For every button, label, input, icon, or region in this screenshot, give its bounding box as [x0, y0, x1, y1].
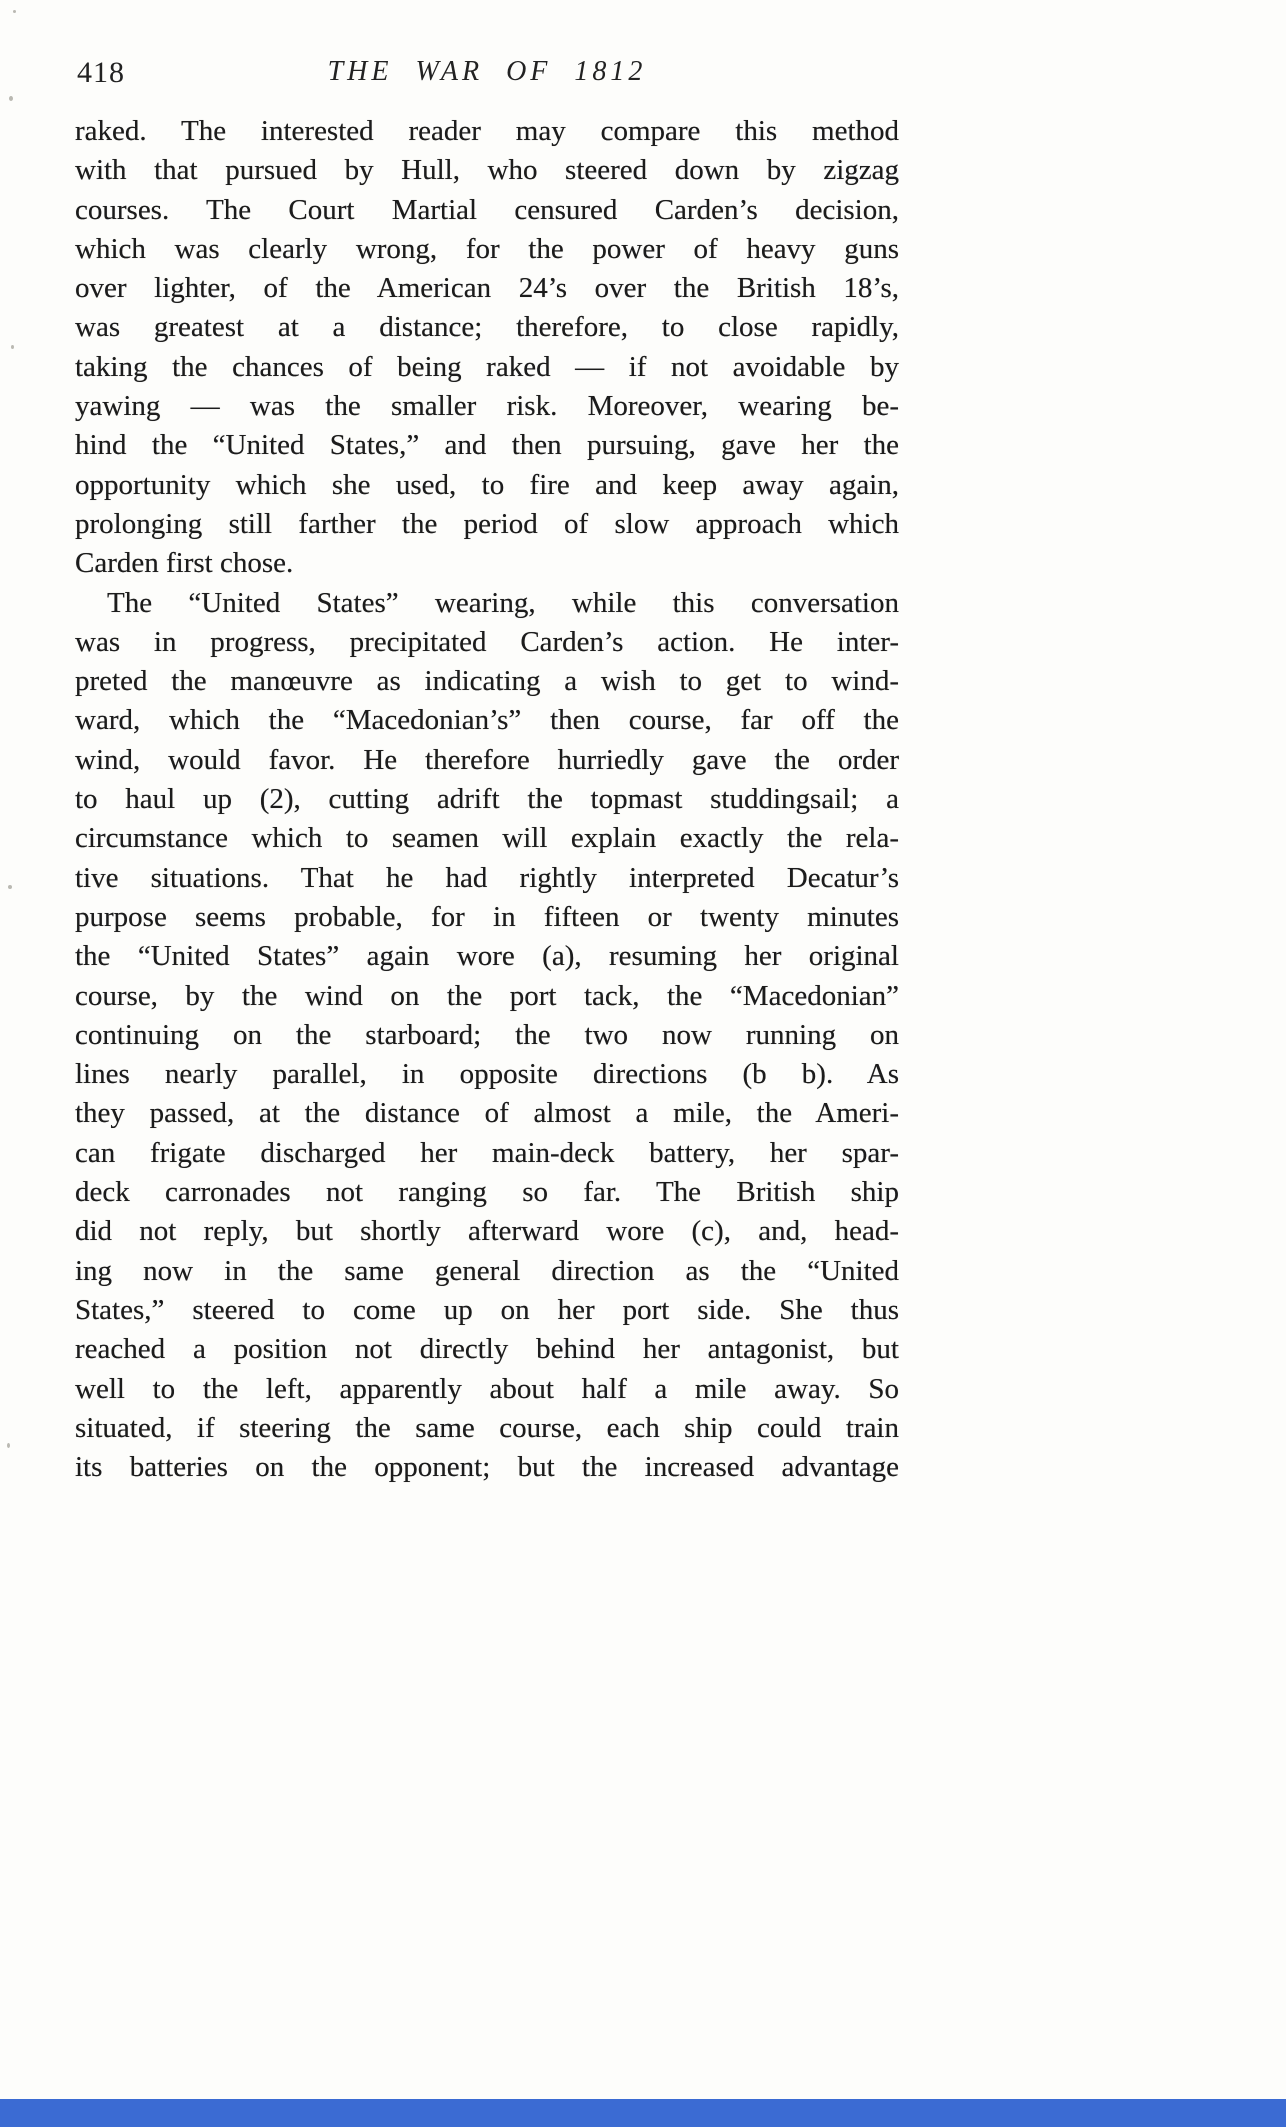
text-line: deck carronades not ranging so far. The British ship — [75, 1176, 899, 1209]
text-line: to haul up (2), cutting adrift the topmast studdingsail; a — [75, 783, 899, 816]
text-line: lines nearly parallel, in opposite directions (b b). As — [75, 1058, 899, 1091]
text-line: courses. The Court Martial censured Carden’s decision, — [75, 193, 899, 226]
text-line: preted the manœuvre as indicating a wish to get to wind- — [75, 665, 899, 698]
text-line: with that pursued by Hull, who steered down by zigzag — [75, 154, 899, 187]
text-line: over lighter, of the American 24’s over the British 18’s, — [75, 272, 899, 305]
paragraph — [75, 584, 899, 1488]
text-line: ward, which the “Macedonian’s” then course, far off the — [75, 704, 899, 737]
scan-speck — [11, 345, 14, 349]
text-line: reached a position not directly behind her antagonist, but — [75, 1333, 899, 1366]
scan-speck — [8, 885, 12, 889]
paragraph — [75, 112, 899, 584]
text-line: raked. The interested reader may compare this method — [75, 115, 899, 147]
text-line: tive situations. That he had rightly interpreted Decatur’s — [75, 861, 899, 894]
text-line: taking the chances of being raked — if not avoidable by — [75, 350, 899, 383]
text-line: prolonging still farther the period of slow approach which — [75, 507, 899, 540]
text-line: yawing — was the smaller risk. Moreover, wearing be- — [75, 390, 899, 423]
text-line: which was clearly wrong, for the power of heavy guns — [75, 232, 899, 265]
text-line: they passed, at the distance of almost a mile, the Ameri- — [75, 1097, 899, 1130]
scan-speck — [9, 96, 13, 101]
text-line: was in progress, precipitated Carden’s action. He inter- — [75, 625, 899, 658]
text-line: did not reply, but shortly afterward wore (c), and, head- — [75, 1215, 899, 1248]
text-line: situated, if steering the same course, each ship could train — [75, 1411, 899, 1444]
text-line: was greatest at a distance; therefore, to close rapidly, — [75, 311, 899, 344]
text-line: opportunity which she used, to fire and keep away again, — [75, 468, 899, 501]
text-line: well to the left, apparently about half a mile away. So — [75, 1372, 899, 1405]
text-line: course, by the wind on the port tack, the “Macedonian” — [75, 979, 899, 1012]
text-line: ing now in the same general direction as the “United — [75, 1254, 899, 1287]
running-title: THE WAR OF 1812 — [327, 56, 647, 87]
text-line: circumstance which to seamen will explain exactly the rela- — [75, 822, 899, 855]
text-block — [75, 112, 899, 1487]
footer-strip — [0, 2099, 1286, 2127]
page-header — [75, 52, 899, 94]
scan-speck — [13, 10, 16, 13]
text-line: hind the “United States,” and then pursuing, gave her the — [75, 429, 899, 462]
text-line: wind, would favor. He therefore hurriedly gave the order — [75, 743, 899, 776]
page-number: 418 — [77, 56, 125, 89]
text-line: Carden first chose. — [75, 547, 294, 580]
text-line: the “United States” again wore (a), resuming her original — [75, 940, 899, 973]
text-line: The “United States” wearing, while this conversation — [107, 586, 899, 619]
text-line: States,” steered to come up on her port side. She thus — [75, 1293, 899, 1326]
text-line: purpose seems probable, for in fifteen or twenty minutes — [75, 900, 899, 933]
text-line: its batteries on the opponent; but the increased advantage — [75, 1451, 899, 1484]
scan-speck — [7, 1443, 10, 1448]
text-line: can frigate discharged her main-deck battery, her spar- — [75, 1136, 899, 1169]
text-line: continuing on the starboard; the two now running on — [75, 1018, 899, 1051]
